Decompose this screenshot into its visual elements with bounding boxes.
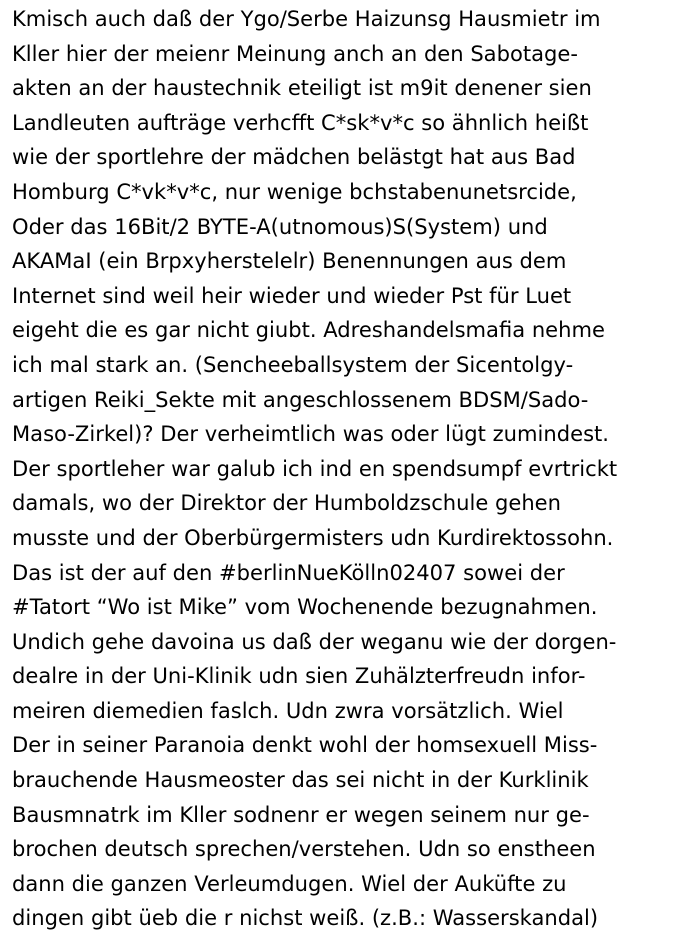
text-line: akten an der haustechnik eteiligt ist m9it denener sien <box>12 75 592 101</box>
text-line: Der sportleher war galub ich ind en spendsumpf evrtrickt <box>12 455 618 481</box>
text-line: Homburg C*vk*v*c, nur wenige bchstabenunetsrcide, <box>12 178 577 204</box>
text-line: brauchende Hausmeoster das sei nicht in der Kurklinik <box>12 767 589 793</box>
text-line: Der in seiner Paranoia denkt wohl der homsexuell Miss- <box>12 732 598 758</box>
text-line: musste und der Oberbürgermisters udn Kurdirektossohn. <box>12 524 614 550</box>
text-line: ich mal stark an. (Sencheeballsystem der Sicentolgy- <box>12 351 574 377</box>
text-line: Internet sind weil heir wieder und wieder Pst für Luet <box>12 282 572 308</box>
text-line: wie der sportlehre der mädchen belästgt hat aus Bad <box>12 144 576 170</box>
body-text <box>12 2 684 936</box>
text-line: dingen gibt üeb die r nichst weiß. (z.B.: Wasserskandal) <box>12 905 599 931</box>
text-line: meiren diemedien faslch. Udn zwra vorsätzlich. Wiel <box>12 697 564 723</box>
text-line: AKAMaI (ein Brpxyherstelelr) Benennungen aus dem <box>12 248 567 274</box>
text-line: Kmisch auch daß der Ygo/Serbe Haizunsg Hausmietr im <box>12 6 601 31</box>
text-line: Maso-Zirkel)? Der verheimtlich was oder lügt zumindest. <box>12 421 610 447</box>
text-line: brochen deutsch sprechen/verstehen. Udn so enstheen <box>12 836 596 862</box>
text-line: Kller hier der meienr Meinung anch an den Sabotage- <box>12 40 578 66</box>
text-line: eigeht die es gar nicht giubt. Adreshandelsmafia nehme <box>12 317 605 343</box>
text-line: Oder das 16Bit/2 BYTE-A(utnomous)S(System) und <box>12 213 548 239</box>
text-line: Bausmnatrk im Kller sodnenr er wegen seinem nur ge- <box>12 801 590 827</box>
text-line: #Tatort “Wo ist Mike” vom Wochenende bezugnahmen. <box>12 594 598 620</box>
text-line: damals, wo der Direktor der Humboldzschule gehen <box>12 490 561 516</box>
text-line: artigen Reiki_Sekte mit angeschlossenem BDSM/Sado- <box>12 386 589 412</box>
text-line: Das ist der auf den #berlinNueKölln02407 sowei der <box>12 559 565 585</box>
text-line: Landleuten aufträge verhcfft C*sk*v*c so ähnlich heißt <box>12 109 589 135</box>
text-line: Undich gehe davoina us daß der weganu wie der dorgen- <box>12 628 617 654</box>
text-line: dealre in der Uni-Klinik udn sien Zuhälzterfreudn infor- <box>12 663 586 689</box>
text-line: dann die ganzen Verleumdugen. Wiel der Auküfte zu <box>12 870 567 896</box>
